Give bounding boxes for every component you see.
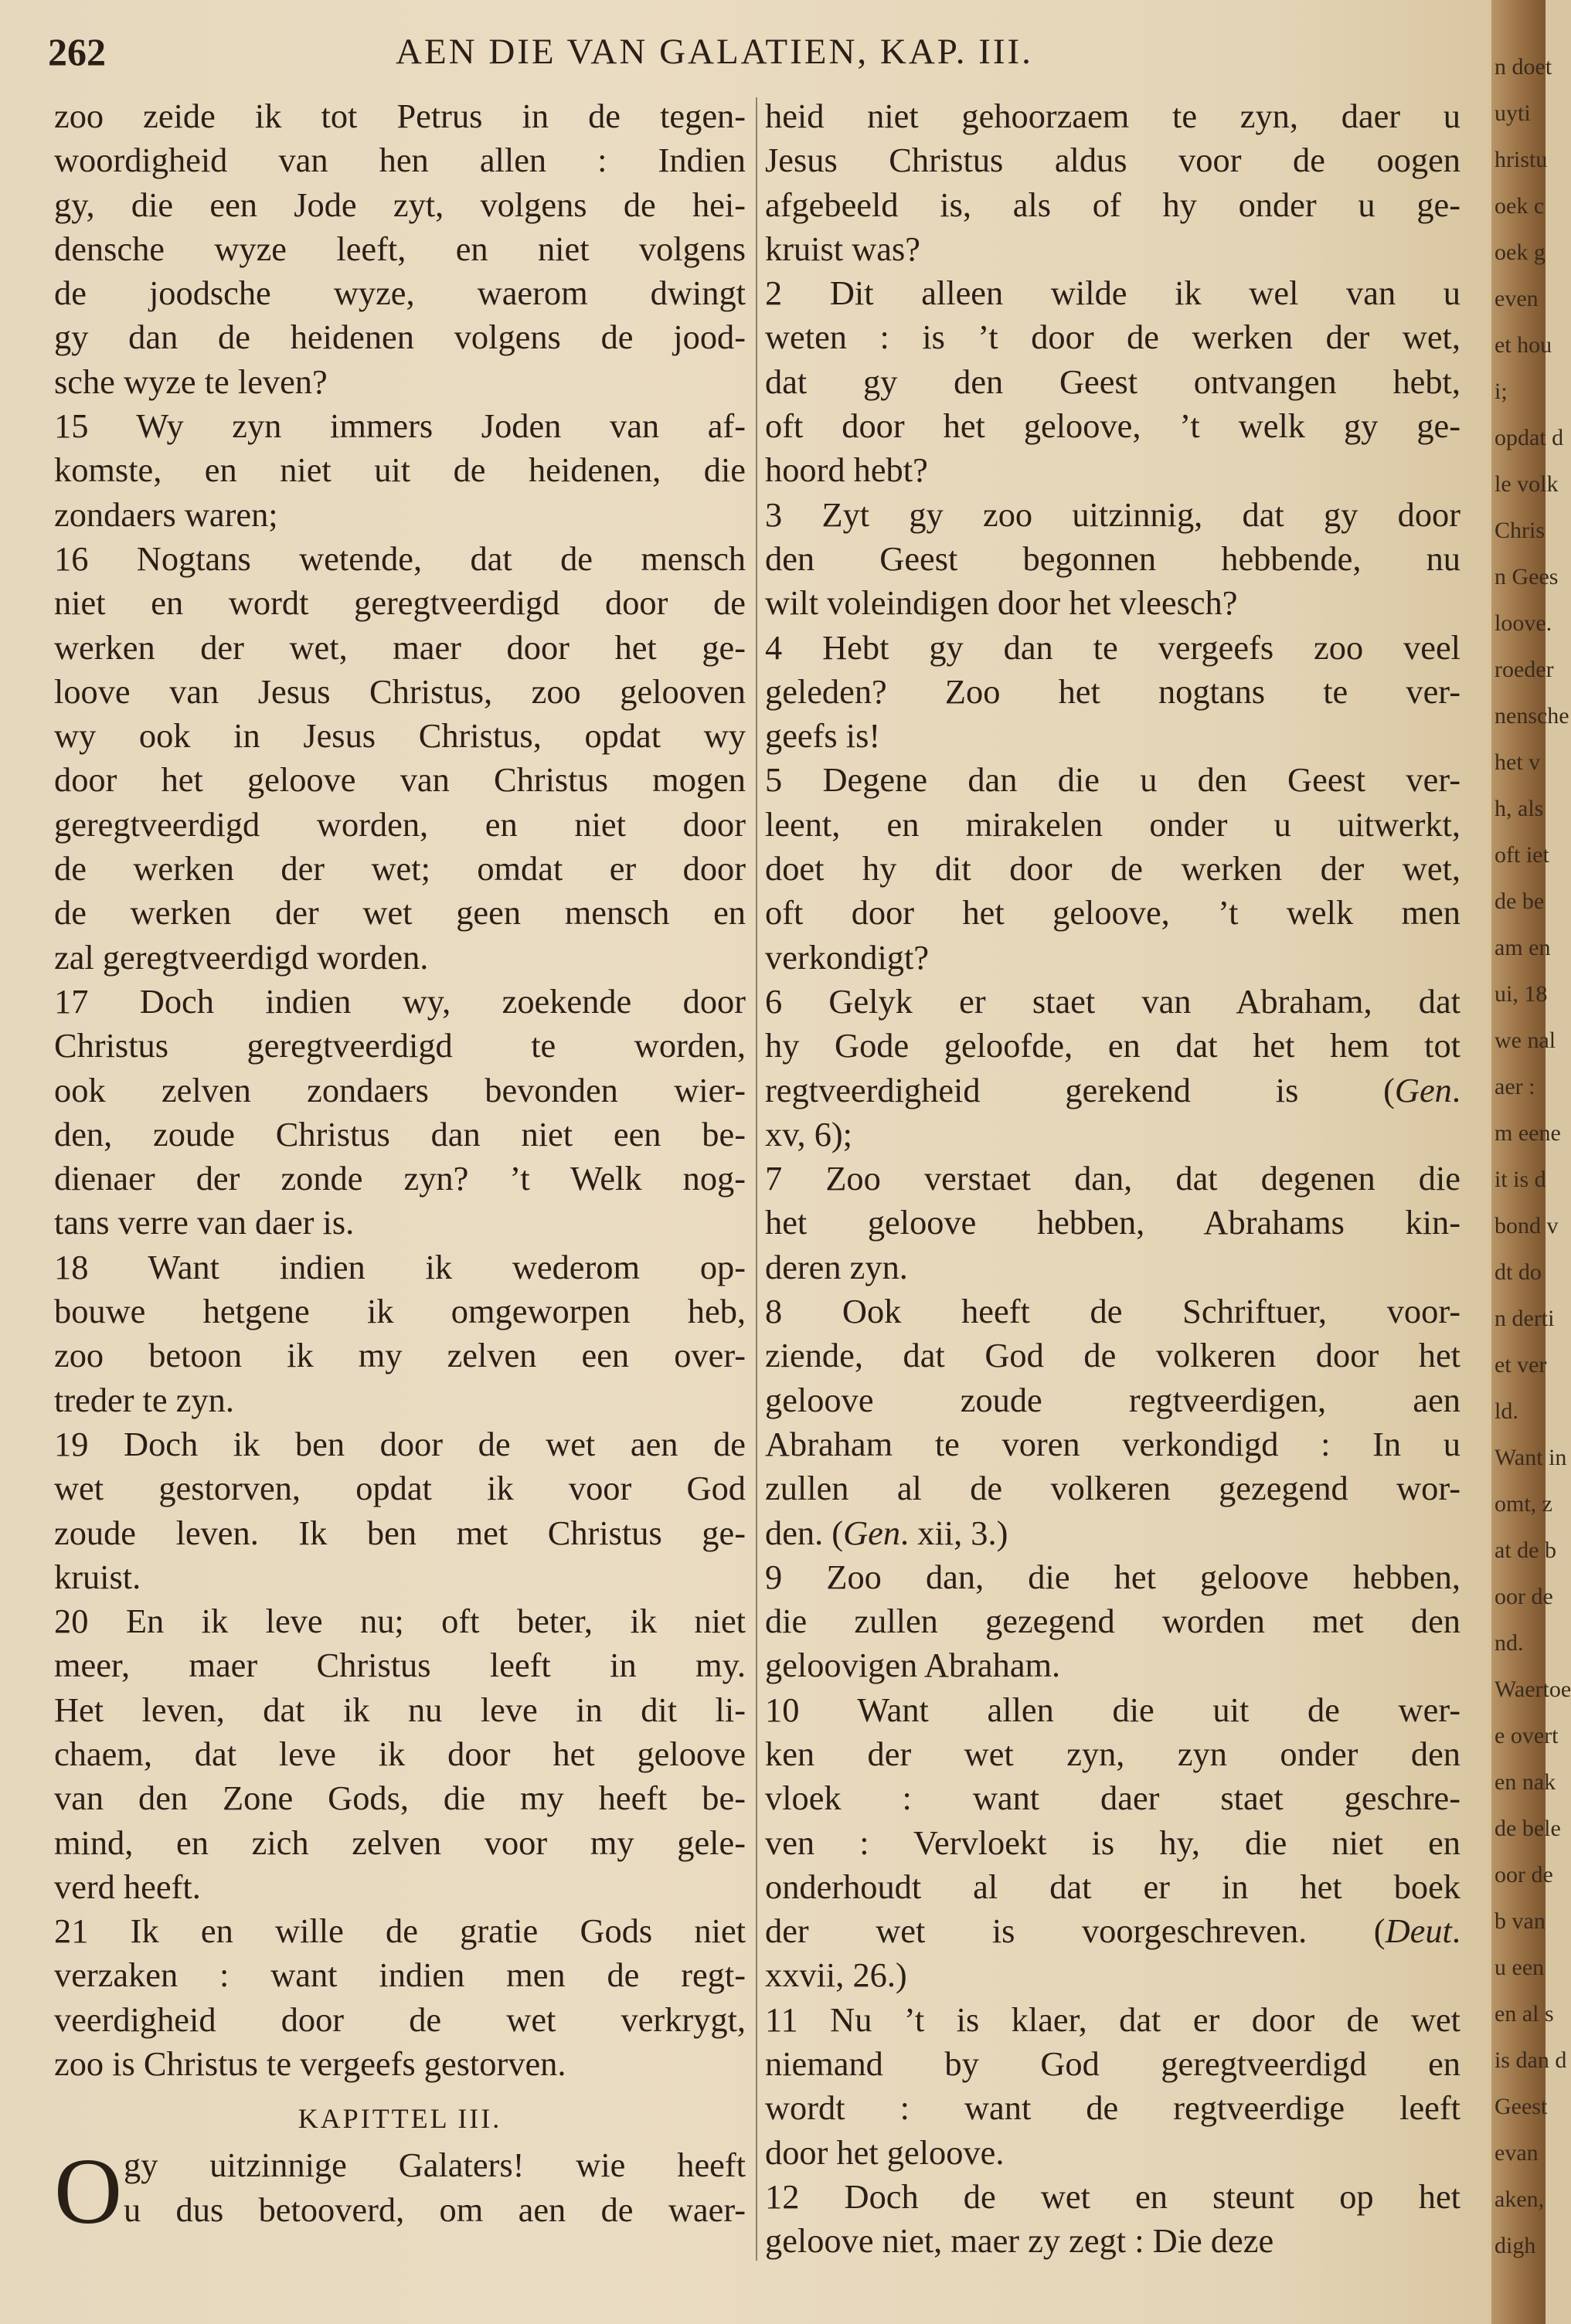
left-text-line: niet en wordt geregtveerdigd door de	[54, 583, 746, 623]
left-text-line: zoo is Christus te vergeefs gestorven.	[54, 2044, 566, 2084]
left-text-line: verzaken : want indien men de regt-	[54, 1955, 746, 1995]
right-text-line: xv, 6);	[765, 1114, 853, 1154]
right-text-line: geloove niet, maer zy zegt : Die deze	[765, 2221, 1274, 2261]
edge-fragment: e overt	[1494, 1723, 1559, 1748]
right-text-line: vloek : want daer staet geschre-	[765, 1779, 1460, 1818]
right-text-line: leent, en mirakelen onder u uitwerkt,	[765, 804, 1460, 844]
right-text-line: weten : is ’t door de werken der wet,	[765, 318, 1460, 357]
running-head: AEN DIE VAN GALATIEN, KAP. III.	[396, 32, 1033, 72]
right-text-line: den. (Gen. xii, 3.)	[765, 1513, 1008, 1552]
left-text-line: gy dan de heidenen volgens de jood-	[54, 318, 746, 357]
left-text-line: wet gestorven, opdat ik voor God	[54, 1469, 746, 1508]
right-text-line: oft door het geloove, ’t welk men	[765, 893, 1460, 933]
right-text-line: xxvii, 26.)	[765, 1955, 907, 1995]
edge-fragment: am en	[1494, 935, 1551, 960]
left-text-line: chaem, dat leve ik door het geloove	[54, 1734, 746, 1773]
edge-fragment: u een	[1494, 1955, 1545, 1980]
left-text-line: treder te zyn.	[54, 1380, 234, 1419]
right-text-line: der wet is voorgeschreven. (Deut.	[765, 1911, 1460, 1951]
right-text-line: ken der wet zyn, zyn onder den	[765, 1734, 1460, 1773]
left-text-line: tans verre van daer is.	[54, 1203, 355, 1242]
right-text-line: zullen al de volkeren gezegend wor-	[765, 1469, 1460, 1508]
edge-fragment: ld.	[1494, 1398, 1518, 1424]
right-text-line: 6 Gelyk er staet van Abraham, dat	[765, 981, 1460, 1021]
drop-cap: O	[54, 2139, 123, 2244]
left-text-line: de joodsche wyze, waerom dwingt	[54, 274, 746, 313]
edge-fragment: opdat d	[1494, 425, 1564, 450]
left-text-line: 21 Ik en wille de gratie Gods niet	[54, 1911, 746, 1951]
left-text-line: zoude leven. Ik ben met Christus ge-	[54, 1513, 746, 1552]
edge-fragment: it is d	[1494, 1167, 1546, 1192]
left-text-line: zoo zeide ik tot Petrus in de tegen-	[54, 97, 746, 135]
edge-fragment: at de b	[1494, 1537, 1556, 1563]
edge-fragment: hristu	[1494, 147, 1548, 172]
right-text-line: ven : Vervloekt is hy, die niet en	[765, 1823, 1460, 1862]
opening-line-1: gy uitzinnige Galaters! wie heeft	[124, 2146, 746, 2185]
right-text-line: oft door het geloove, ’t welk gy ge-	[765, 406, 1460, 446]
right-text-line: die zullen gezegend worden met den	[765, 1602, 1460, 1641]
right-text-line: geloove zoude regtveerdigen, aen	[765, 1380, 1460, 1419]
right-text-line: 5 Degene dan die u den Geest ver-	[765, 760, 1460, 800]
right-text-line: 9 Zoo dan, die het geloove hebben,	[765, 1557, 1460, 1596]
left-text-line: 17 Doch indien wy, zoekende door	[54, 981, 746, 1021]
chapter-heading: KAPITTEL III.	[298, 2103, 502, 2135]
edge-fragment: aer :	[1494, 1074, 1535, 1099]
left-text-line: verd heeft.	[54, 1867, 201, 1906]
edge-fragment: even	[1494, 286, 1539, 311]
edge-fragment: de bele	[1494, 1816, 1561, 1841]
left-text-line: veerdigheid door de wet verkrygt,	[54, 2000, 746, 2039]
right-text-line: 3 Zyt gy zoo uitzinnig, dat gy door	[765, 494, 1460, 534]
column-rule	[756, 97, 757, 2261]
left-text-line: sche wyze te leven?	[54, 362, 328, 401]
left-text-line: geregtveerdigd worden, en niet door	[54, 804, 746, 844]
edge-fragment: b van	[1494, 1908, 1545, 1934]
edge-fragment: m eene	[1494, 1120, 1561, 1146]
edge-fragment: n Gees	[1494, 564, 1559, 589]
page-number: 262	[48, 30, 106, 73]
right-text-line: geleden? Zoo het nogtans te ver-	[765, 671, 1460, 711]
left-text-line: zoo betoon ik my zelven een over-	[54, 1336, 746, 1375]
next-page-edge	[1491, 0, 1571, 2324]
right-text-line: wilt voleindigen door het vleesch?	[765, 583, 1238, 623]
left-text-line: densche wyze leeft, en niet volgens	[54, 229, 746, 268]
edge-fragment: roeder	[1494, 657, 1554, 682]
edge-fragment: et hou	[1494, 332, 1552, 358]
left-text-line: den, zoude Christus dan niet een be-	[54, 1114, 746, 1154]
left-text-line: meer, maer Christus leeft in my.	[54, 1646, 746, 1685]
edge-fragment: i;	[1494, 379, 1508, 404]
right-text-line: 11 Nu ’t is klaer, dat er door de wet	[765, 2000, 1460, 2039]
page-header	[48, 29, 1462, 76]
edge-fragment: Waertoe	[1494, 1677, 1571, 1702]
edge-fragment: ui, 18	[1494, 981, 1548, 1007]
left-text-line: zal geregtveerdigd worden.	[54, 937, 429, 977]
right-text-line: afgebeeld is, als of hy onder u ge-	[765, 185, 1460, 224]
right-text-line: hoord hebt?	[765, 450, 928, 490]
edge-fragment: loove.	[1494, 610, 1552, 636]
edge-fragment: h, als	[1494, 796, 1544, 821]
edge-fragment: de be	[1494, 888, 1545, 914]
left-text-line: 19 Doch ik ben door de wet aen de	[54, 1424, 746, 1463]
edge-fragment: Want in	[1494, 1445, 1567, 1470]
left-text-line: ook zelven zondaers bevonden wier-	[54, 1070, 746, 1109]
edge-fragment: en al s	[1494, 2001, 1554, 2027]
right-text-line: 10 Want allen die uit de wer-	[765, 1690, 1460, 1729]
left-text-line: mind, en zich zelven voor my gele-	[54, 1823, 746, 1862]
left-text-line: woordigheid van hen allen : Indien	[54, 141, 746, 180]
left-text-line: kruist.	[54, 1557, 141, 1596]
right-text-line: onderhoudt al dat er in het boek	[765, 1867, 1460, 1906]
right-text-line: ziende, dat God de volkeren door het	[765, 1336, 1460, 1375]
right-text-line: 2 Dit alleen wilde ik wel van u	[765, 274, 1460, 313]
edge-fragment: oft iet	[1494, 842, 1549, 868]
right-text-line: doet hy dit door de werken der wet,	[765, 849, 1460, 888]
right-text-line: het geloove hebben, Abrahams kin-	[765, 1203, 1460, 1242]
right-text-line: 12 Doch de wet en steunt op het	[765, 2176, 1460, 2216]
edge-fragment: het v	[1494, 749, 1541, 775]
right-text-line: Abraham te voren verkondigd : In u	[765, 1424, 1460, 1463]
right-text-line: wordt : want de regtveerdige leeft	[765, 2088, 1460, 2128]
edge-fragment: uyti	[1494, 100, 1531, 126]
chapter-opening	[54, 2139, 746, 2244]
right-column	[765, 94, 1460, 2264]
right-text-line: Jesus Christus aldus voor de oogen	[765, 141, 1460, 180]
left-text-line: loove van Jesus Christus, zoo gelooven	[54, 671, 746, 711]
edge-fragment: nensche	[1494, 703, 1569, 729]
left-text-line: Het leven, dat ik nu leve in dit li-	[54, 1690, 746, 1729]
edge-fragment: n derti	[1494, 1306, 1555, 1331]
edge-fragment: digh	[1494, 2233, 1536, 2258]
edge-fragment: oor de	[1494, 1584, 1553, 1609]
left-text-line: komste, en niet uit de heidenen, die	[54, 450, 746, 490]
opening-line-2: u dus betooverd, om aen de waer-	[124, 2190, 746, 2229]
edge-fragment: le volk	[1494, 471, 1559, 497]
left-text-line: de werken der wet geen mensch en	[54, 893, 746, 933]
left-text-line: 15 Wy zyn immers Joden van af-	[54, 406, 746, 446]
right-text-line: hy Gode geloofde, en dat het hem tot	[765, 1026, 1460, 1065]
right-text-line: 8 Ook heeft de Schriftuer, voor-	[765, 1292, 1460, 1331]
left-text-line: werken der wet, maer door het ge-	[54, 627, 746, 667]
right-text-line: kruist was?	[765, 229, 920, 268]
right-text-line: 7 Zoo verstaet dan, dat degenen die	[765, 1159, 1460, 1198]
left-text-line: gy, die een Jode zyt, volgens de hei-	[54, 185, 746, 224]
edge-fragment: oor de	[1494, 1862, 1553, 1887]
edge-fragment: oek c	[1494, 193, 1545, 219]
edge-fragment: dt do	[1494, 1259, 1542, 1285]
left-text-line: dienaer der zonde zyn? ’t Welk nog-	[54, 1159, 746, 1198]
left-text-line: door het geloove van Christus mogen	[54, 760, 746, 800]
right-text-line: regtveerdigheid gerekend is (Gen.	[765, 1070, 1460, 1109]
edge-fragment: oek g	[1494, 240, 1545, 265]
right-text-line: den Geest begonnen hebbende, nu	[765, 539, 1460, 578]
right-text-line: 4 Hebt gy dan te vergeefs zoo veel	[765, 627, 1460, 667]
left-text-line: 18 Want indien ik wederom op-	[54, 1247, 746, 1286]
edge-fragment: bond v	[1494, 1213, 1559, 1238]
edge-fragment: we nal	[1494, 1028, 1556, 1053]
left-column	[54, 94, 746, 2244]
edge-fragment: nd.	[1494, 1630, 1524, 1656]
right-text-line: deren zyn.	[765, 1247, 908, 1286]
right-text-line: niemand by God geregtveerdigd en	[765, 2044, 1460, 2084]
right-text-line: geloovigen Abraham.	[765, 1646, 1061, 1685]
right-text-line: geefs is!	[765, 716, 881, 756]
edge-fragment: omt, z	[1494, 1491, 1552, 1517]
right-text-line: heid niet gehoorzaem te zyn, daer u	[765, 97, 1460, 135]
left-text-line: 20 En ik leve nu; oft beter, ik niet	[54, 1602, 746, 1641]
edge-fragment: et ver	[1494, 1352, 1547, 1378]
edge-fragment: n doet	[1494, 54, 1552, 80]
edge-fragment: aken,	[1494, 2186, 1545, 2212]
edge-fragment: evan	[1494, 2140, 1539, 2166]
left-text-line: wy ook in Jesus Christus, opdat wy	[54, 716, 746, 756]
edge-fragment: Geest	[1494, 2094, 1548, 2119]
right-text-line: verkondigt?	[765, 937, 930, 977]
edge-fragment: Chris	[1494, 518, 1545, 543]
edge-fragment: is dan d	[1494, 2047, 1567, 2073]
right-text-line: door het geloove.	[765, 2132, 1005, 2172]
left-text-line: 16 Nogtans wetende, dat de mensch	[54, 539, 746, 578]
left-text-line: van den Zone Gods, die my heeft be-	[54, 1779, 746, 1818]
edge-fragment: en nak	[1494, 1769, 1556, 1795]
left-text-line: Christus geregtveerdigd te worden,	[54, 1026, 746, 1065]
right-text-line: dat gy den Geest ontvangen hebt,	[765, 362, 1460, 401]
left-text-line: zondaers waren;	[54, 494, 278, 534]
left-text-line: de werken der wet; omdat er door	[54, 849, 746, 888]
left-text-line: bouwe hetgene ik omgeworpen heb,	[54, 1292, 746, 1331]
